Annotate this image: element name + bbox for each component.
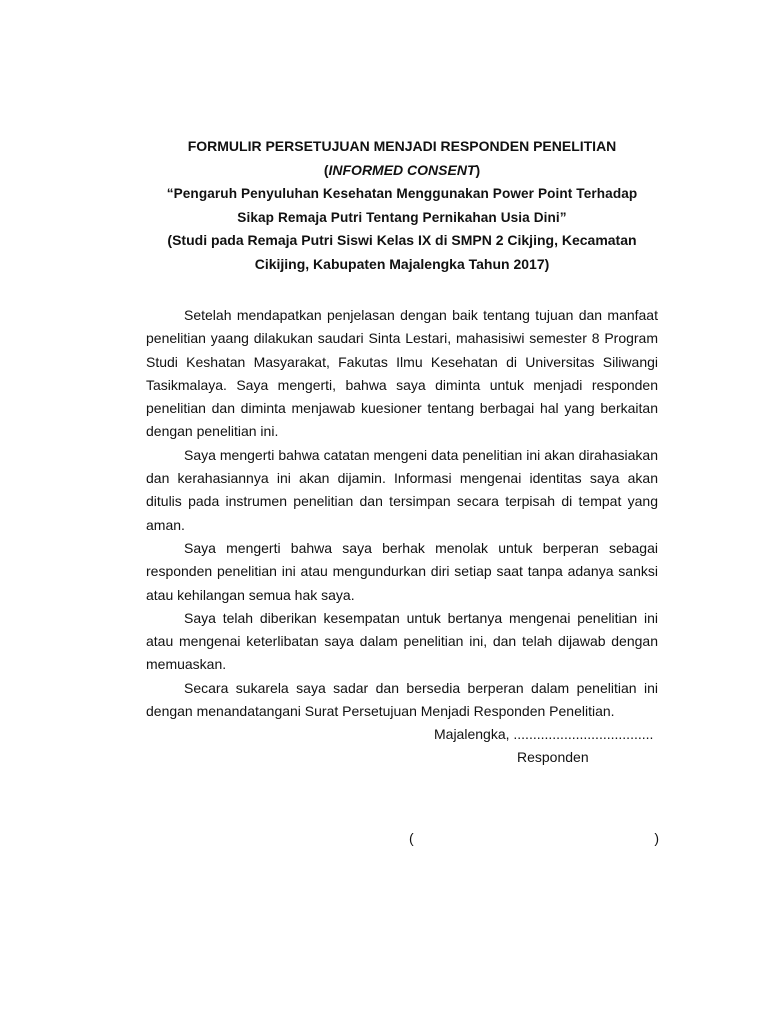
study-line-2: Cikijing, Kabupaten Majalengka Tahun 2017) [254, 255, 550, 272]
paragraph: Secara sukarela saya sadar dan bersedia berperan dalam penelitian ini dengan menandatangani Surat Persetujuan Menjadi Responden Penelitian. [146, 679, 658, 720]
research-title-line-1: “Pengaruh Penyuluhan Kesehatan Menggunakan Power Point Terhadap [166, 186, 638, 201]
consent-body [146, 304, 658, 723]
subtitle-close-paren: ) [475, 161, 481, 178]
paragraph: Setelah mendapatkan penjelasan dengan baik tentang tujuan dan manfaat penelitian yaang dilakukan saudari Sinta Lestari, mahasisiwi semester 8 Program Studi Keshatan Masyarakat, Fakutas Ilmu Kesehatan di Universitas Siliwangi Tasikmalaya. Saya mengerti, bahwa saya diminta untuk menjadi responden penelitian dan diminta menjawab kuesioner tentang berbagai hal yang berkaitan dengan penelitian ini. [146, 307, 658, 440]
paragraph: Saya telah diberikan kesempatan untuk bertanya mengenai penelitian ini atau mengenai keterlibatan saya dalam penelitian ini, dan telah dijawab dengan memuaskan. [146, 609, 658, 673]
subtitle-open-paren: ( [323, 161, 329, 178]
document-subtitle [146, 159, 658, 183]
subtitle-text: INFORMED CONSENT [328, 161, 476, 178]
study-line-1: (Studi pada Remaja Putri Siswi Kelas IX di SMPN 2 Cikjing, Kecamatan [167, 232, 637, 248]
signature-close-paren: ) [654, 830, 659, 846]
respondent-label: Responden [517, 749, 589, 766]
document-title: FORMULIR PERSETUJUAN MENJADI RESPONDEN PENELITIAN [187, 138, 617, 154]
paragraph: Saya mengerti bahwa catatan mengeni data penelitian ini akan dirahasiakan dan kerahasiannya ini akan dijamin. Informasi mengenai identitas saya akan ditulis pada instrumen penelitian dan tersimpan secara terpisah di tempat yang aman. [146, 446, 658, 533]
place-date-line: Majalengka, .................................... [434, 726, 654, 743]
signature-open-paren: ( [409, 830, 414, 846]
paragraph: Saya mengerti bahwa saya berhak menolak untuk berperan sebagai responden penelitian ini atau mengundurkan diri setiap saat tanpa adanya sanksi atau kehilangan semua hak saya. [146, 539, 658, 603]
research-title-line-2: Sikap Remaja Putri Tentang Pernikahan Usia Dini” [237, 209, 567, 225]
signature-line [409, 830, 659, 850]
consent-form [146, 135, 658, 769]
